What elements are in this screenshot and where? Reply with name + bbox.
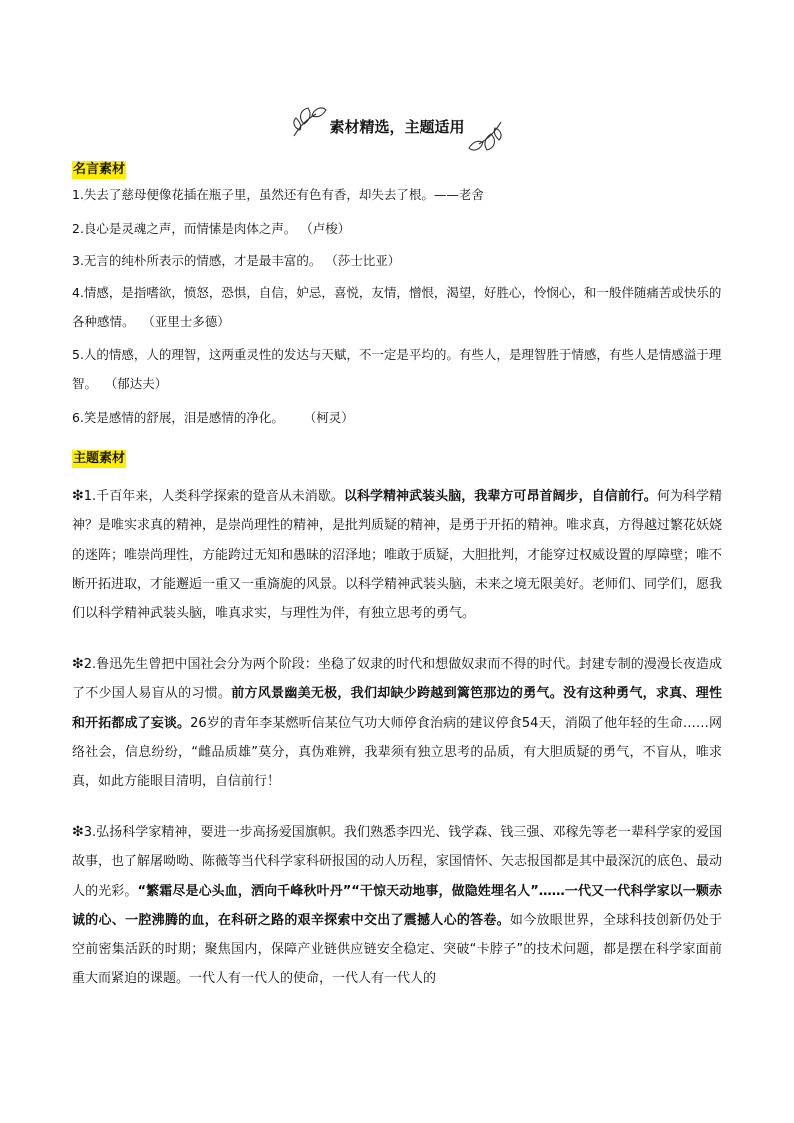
quote-source: （郁达夫） [111,376,168,391]
quote-source: （卢梭） [306,221,351,236]
paragraph-text: 26岁的青年李某燃听信某位气功大师停食治病的建议停食54天，消陨了他年轻的生命……网络社会，信息纷纷，“雌品质雄”莫分，真伪难辨，我辈须有独立思考的品质，有大胆质疑的勇气，不盲从，唯求真，如此方能眼目清明，自信前行！ [72,715,722,790]
quote-item [72,246,722,275]
paragraph-text: 1.千百年来，人类科学探索的跫音从未消歇。 [83,489,344,504]
snowflake-icon: ❇ [72,656,84,672]
quote-text: 5.人的情感，人的理智，这两重灵性的发达与天赋，不一定是平均的。有些人，是理智胜于情感，有些人是情感溢于理智。 [72,347,722,391]
quote-text: 4.情感，是指嗜欲，愤怒，恐惧，自信，妒忌，喜悦，友情，憎恨，渴望，好胜心，怜悯心，和一般伴随痛苦或快乐的各种感情。 [72,285,722,329]
quote-source: （莎士比亚） [331,253,401,268]
paragraph-text: 何为科学精神？是唯实求真的精神，是崇尚理性的精神，是批判质疑的精神，是勇于开拓的精神。唯求真，方得越过繁花妖娆的迷阵；唯崇尚理性，方能跨过无知和愚昧的沼泽地；唯敢于质疑，大胆批判，才能穿过权威设置的厚障壁；唯不断开拓进取，才能邂逅一重又一重旖旎的风景。以科学精神武装头脑，未来之境无限美好。老师们、同学们，愿我们以科学精神武装头脑，唯真求实，与理性为伴，有独立思考的勇气。 [72,489,723,622]
paragraph-text: 2.鲁迅先生曾把中国社会分为两个阶段：坐稳了奴隶的时代和想做奴隶而不得的时代。封建专制的漫漫长夜造成了不少国人易盲从的习惯。 [72,657,722,702]
paragraph-emphasis: 以科学精神武装头脑，我辈方可昂首阔步，自信前行。 [343,489,657,504]
section-label-themes: 主题素材 [73,451,126,466]
quote-item [72,340,722,398]
title-block [0,104,794,154]
quote-item [72,180,722,209]
theme-paragraph [72,650,722,796]
theme-paragraph [72,482,722,628]
quote-item [72,214,722,243]
quote-source: （柯灵） [309,410,354,425]
paragraph-text: 如今放眼世界，全球科技创新仍处于空前密集活跃的时期；聚焦国内，保障产业链供应链安全稳定、突破“卡脖子”的技术问题，都是摆在科学家面前重大而紧迫的课题。一代人有一代人的使命，一代人有一代人的 [72,912,722,987]
theme-paragraph [72,818,722,994]
paragraph-emphasis: “繁霜尽是心头血，洒向千峰秋叶丹”“干惊天动地事，做隐姓埋名人”……一代又一代科学家以一颗赤诚的心、一腔沸腾的血，在科研之路的艰辛探索中交出了震撼人心的答卷。 [72,883,722,928]
leaf-ornament-icon [465,118,505,154]
quote-text: 3.无言的纯朴所表示的情感，才是最丰富的。 [72,253,322,268]
quote-text: 6.笑是感情的舒展，泪是感情的净化。 [72,410,284,425]
quote-text: 1.失去了慈母便像花插在瓶子里，虽然还有色有香，却失去了根。——老舍 [72,187,484,202]
quote-item [72,403,722,432]
paragraph-emphasis: 前方风景幽美无极，我们却缺少跨越到篱笆那边的勇气。没有这种勇气，求真、理性和开拓都成了妄谈。 [72,686,722,731]
section-label-quotes: 名言素材 [73,162,126,177]
snowflake-icon: ❇ [72,824,84,840]
snowflake-icon: ❇ [72,488,84,504]
paragraph-text: 3.弘扬科学家精神，要进一步高扬爱国旗帜。我们熟悉李四光、钱学森、钱三强、邓稼先等老一辈科学家的爱国故事，也了解屠呦呦、陈薇等当代科学家科研报国的动人历程，家国情怀、矢志报国都是其中最深沉的底色、最动人的光彩。 [72,825,723,899]
page-title: 素材精选，主题适用 [329,118,465,136]
quote-text: 2.良心是灵魂之声，而情愫是肉体之声。 [72,221,297,236]
quote-source: （亚里士多德） [148,314,230,329]
quote-item [72,278,722,336]
